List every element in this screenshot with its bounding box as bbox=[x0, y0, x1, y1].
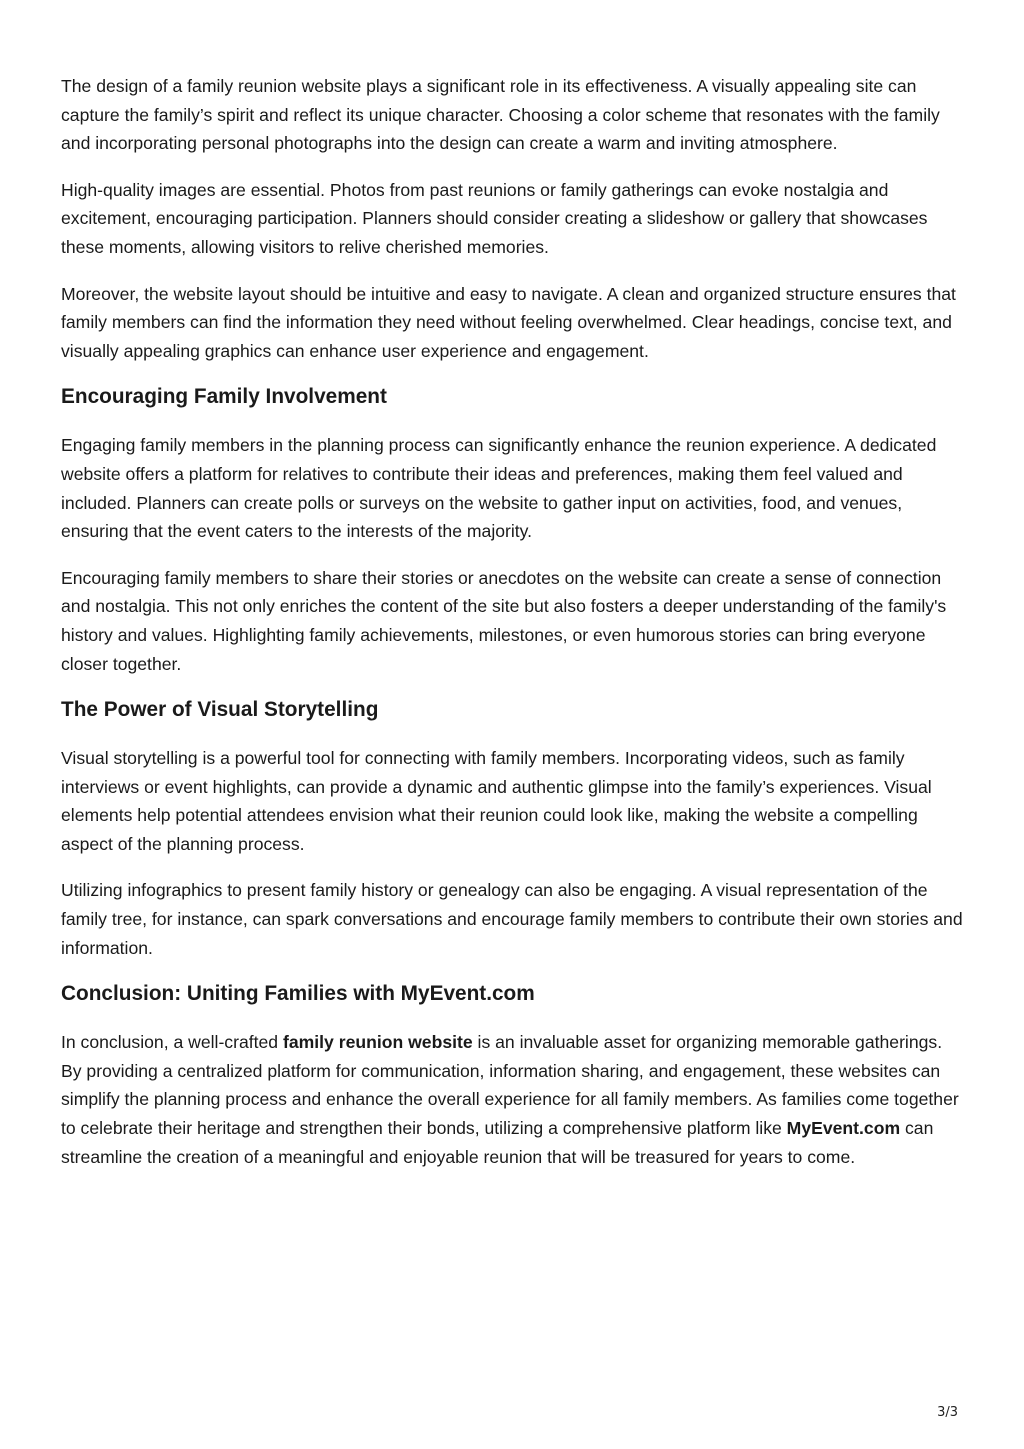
involvement-paragraph-planning: Engaging family members in the planning process can significantly enhance the reunion experience. A dedicated website offers a platform for relatives to contribute their ideas and preferences, making them feel valued and included. Planners can create polls or surveys on the website to gather input on activities, food, and venues, ensuring that the event caters to the interests of the majority. bbox=[61, 435, 937, 542]
heading-conclusion: Conclusion: Uniting Families with MyEvent.com bbox=[61, 982, 535, 1006]
conclusion-text-part1: In conclusion, a well-crafted bbox=[61, 1032, 283, 1053]
heading-family-involvement: Encouraging Family Involvement bbox=[61, 385, 387, 409]
involvement-paragraph-stories: Encouraging family members to share their stories or anecdotes on the website can create a sense of connection and nostalgia. This not only enriches the content of the site but also fosters a deeper understanding of the family's history and values. Highlighting family achievements, milestones, or even humorous stories can bring everyone closer together. bbox=[61, 567, 947, 674]
storytelling-paragraph-infographics: Utilizing infographics to present family history or genealogy can also be engaging. A visual representation of the family tree, for instance, can spark conversations and encourage family members to contribute their own stories and information. bbox=[61, 880, 963, 958]
conclusion-bold-myevent: MyEvent.com bbox=[786, 1118, 901, 1139]
storytelling-paragraph-videos: Visual storytelling is a powerful tool for connecting with family members. Incorporating videos, such as family interviews or event highlights, can provide a dynamic and authentic glimpse into the family’s experiences. Visual elements help potential attendees envision what their reunion could look like, making the website a compelling aspect of the planning process. bbox=[61, 748, 932, 854]
intro-paragraph-images: High-quality images are essential. Photos from past reunions or family gatherings can evoke nostalgia and excitement, encouraging participation. Planners should consider creating a slideshow or gallery that showcases these moments, allowing visitors to relive cherished memories. bbox=[61, 179, 928, 257]
page-number: 3/3 bbox=[937, 1405, 958, 1420]
conclusion-paragraph bbox=[61, 1028, 967, 1171]
conclusion-text-part2: is an invaluable asset for organizing memorable gatherings. By providing a centralized platform for communication, information sharing, and engagement, these websites can simplify the planning process and enhance the overall experience for all family members. As families come together to celebrate their heritage and strengthen their bonds, utilizing a comprehensive platform like bbox=[61, 1032, 959, 1139]
intro-paragraph-design: The design of a family reunion website plays a significant role in its effectiveness. A visually appealing site can capture the family’s spirit and reflect its unique character. Choosing a color scheme that resonates with the family and incorporating personal photographs into the design can create a warm and inviting atmosphere. bbox=[61, 76, 940, 154]
conclusion-bold-family-reunion-website: family reunion website bbox=[282, 1032, 473, 1053]
document-body bbox=[61, 72, 967, 1189]
conclusion-text-part3: can streamline the creation of a meaningful and enjoyable reunion that will be treasured for years to come. bbox=[61, 1118, 934, 1167]
heading-visual-storytelling: The Power of Visual Storytelling bbox=[61, 698, 379, 722]
intro-paragraph-layout: Moreover, the website layout should be intuitive and easy to navigate. A clean and organized structure ensures that family members can find the information they need without feeling overwhelmed. Clear headings, concise text, and visually appealing graphics can enhance user experience and engagement. bbox=[61, 283, 956, 361]
